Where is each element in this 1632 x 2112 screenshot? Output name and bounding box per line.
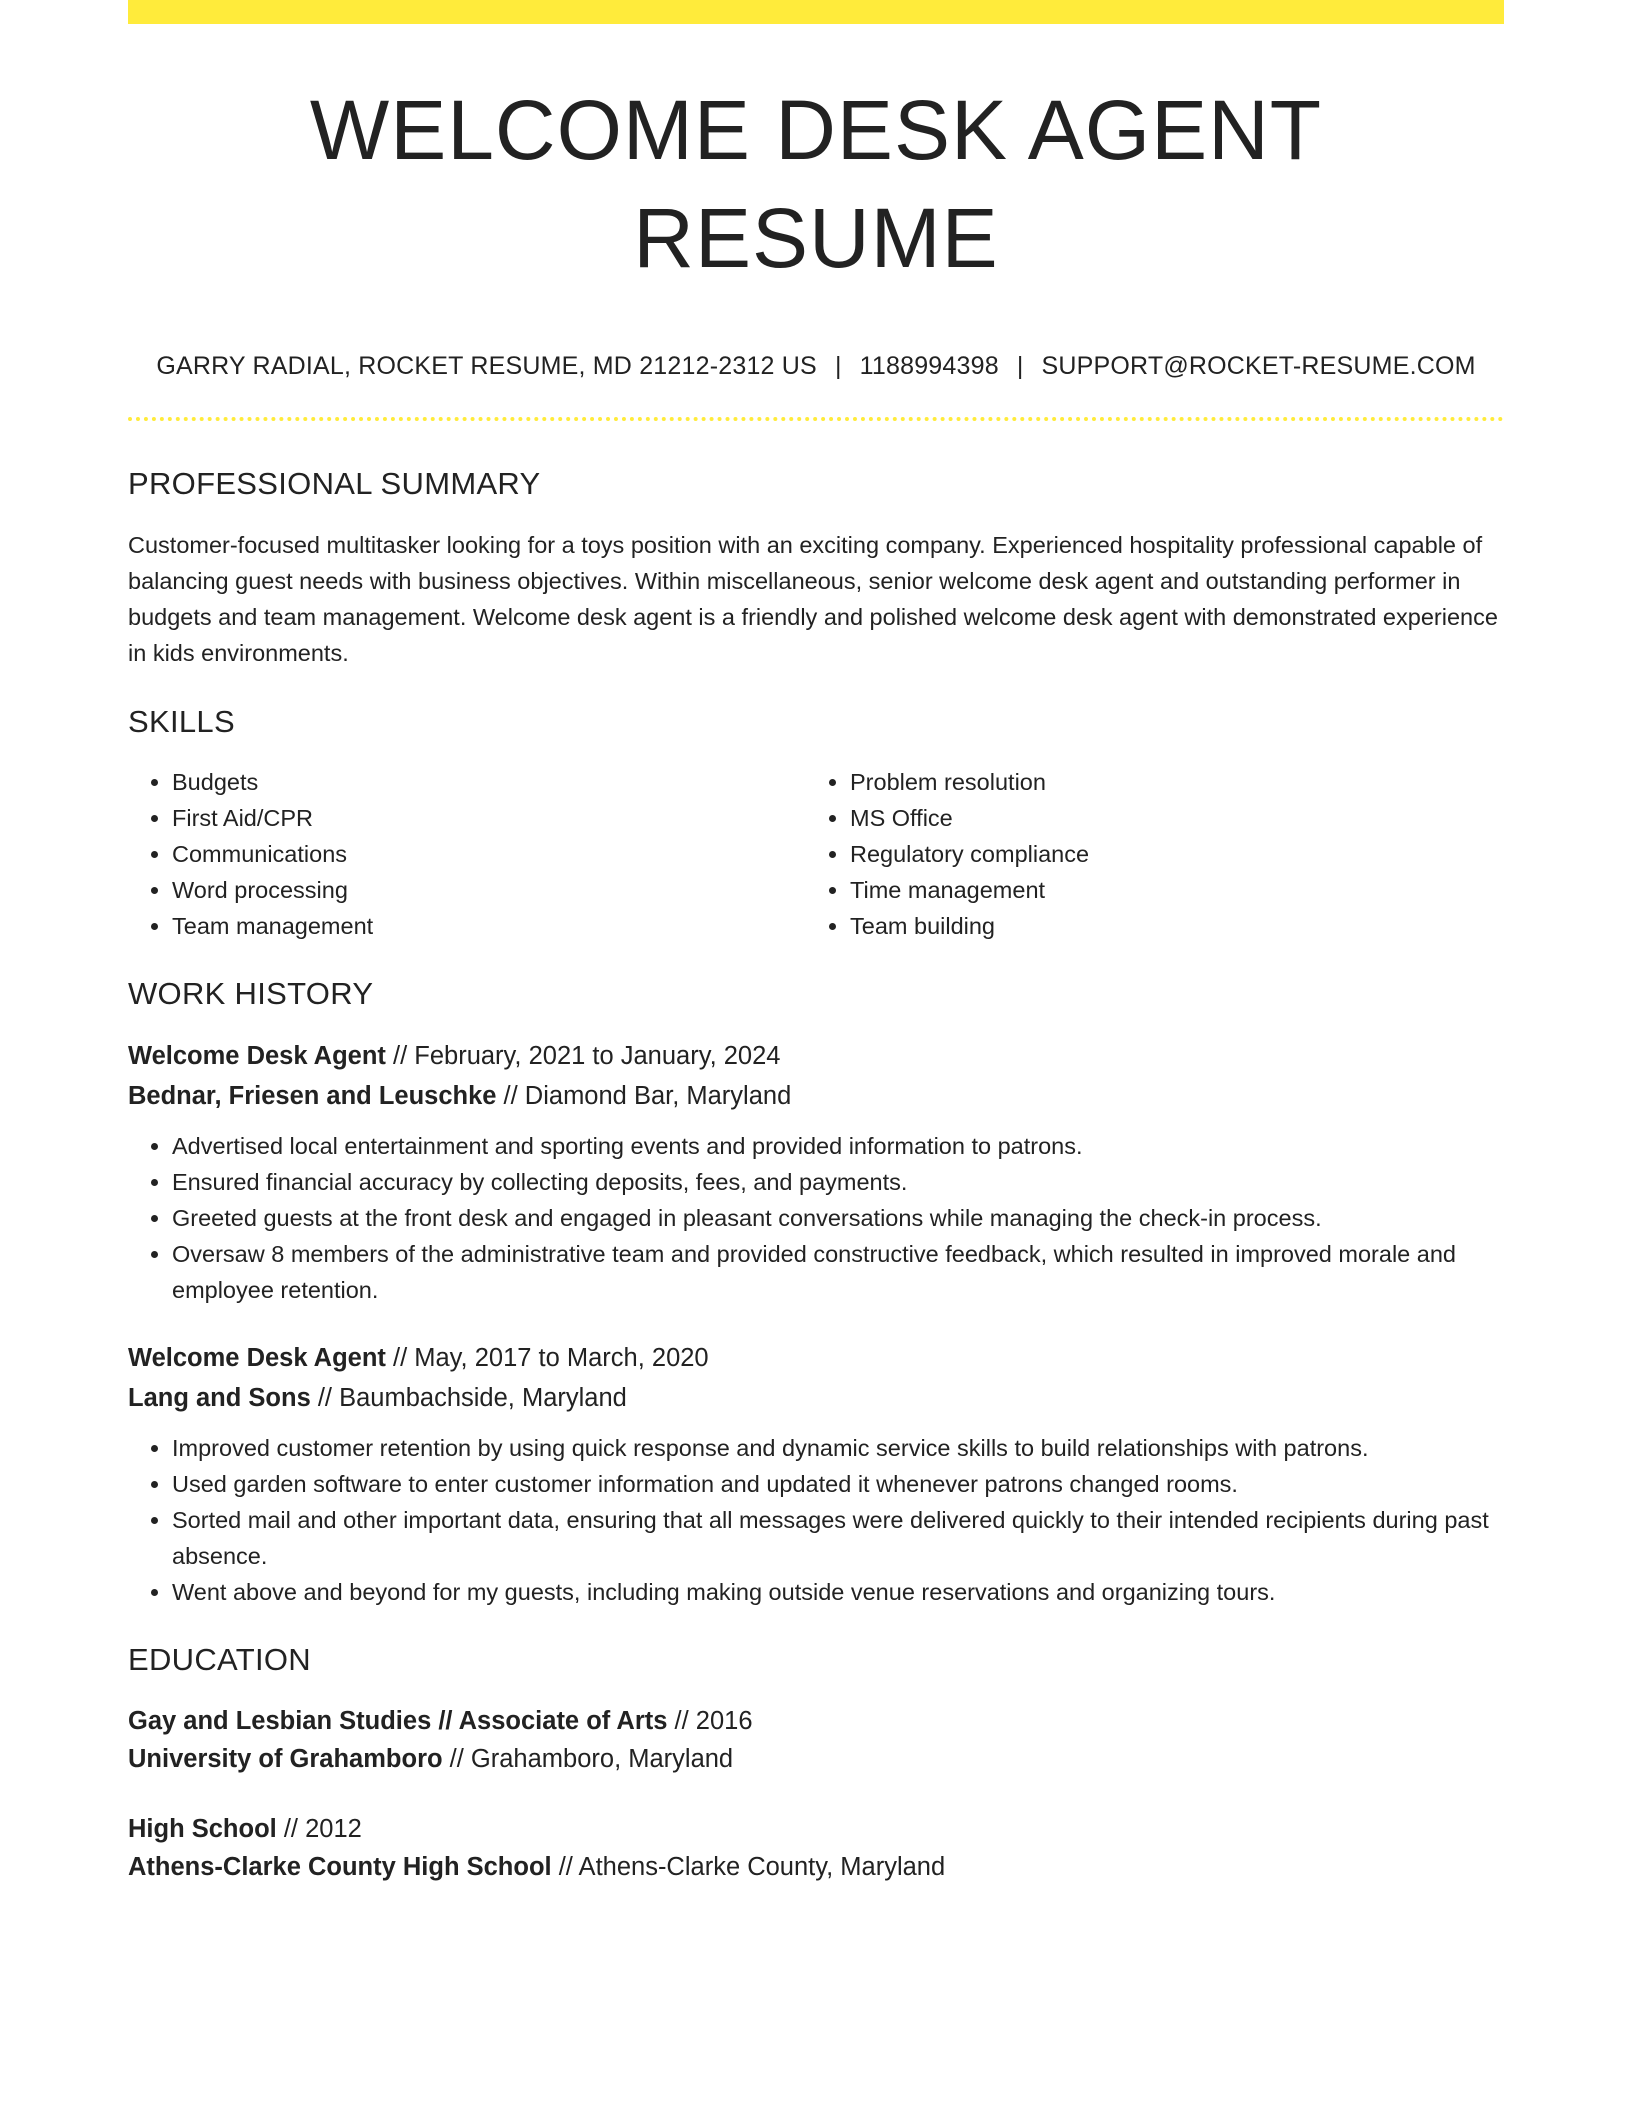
skills-list [128,764,1504,944]
job-location: // Baumbachside, Maryland [310,1384,627,1412]
skill-item: • Word processing [172,872,806,908]
education-school-line [128,1740,1504,1778]
skill-item: • First Aid/CPR [172,800,806,836]
job-bullet: • Greeted guests at the front desk and engaged in pleasant conversations while managing the check-in process. [172,1200,1504,1236]
job-title: Welcome Desk Agent [128,1344,386,1372]
job-bullet: • Oversaw 8 members of the administrative team and provided constructive feedback, which resulted in improved morale and employee retention. [172,1236,1504,1308]
job-title-line [128,1338,1504,1378]
skill-item: • MS Office [850,800,1484,836]
education-degree-line [128,1810,1504,1848]
job-title: Welcome Desk Agent [128,1042,386,1070]
job-company-line [128,1076,1504,1116]
job-company: Lang and Sons [128,1384,311,1412]
education-school: University of Grahamboro [128,1745,443,1773]
job-entry [128,1036,1504,1308]
job-bullet: • Ensured financial accuracy by collecting deposits, fees, and payments. [172,1164,1504,1200]
summary-text: Customer-focused multitasker looking for a toys position with an exciting company. Experienced hospitality professional capable of balancing guest needs with business objectives. Within miscellaneous, senior welcome desk agent and outstanding performer in budgets and team management. Welcome desk agent is a friendly and polished welcome desk agent with demonstrated experience in kids environments. [128,532,1498,666]
education-degree-line [128,1702,1504,1740]
contact-separator: | [834,352,842,380]
skill-item: • Time management [850,872,1484,908]
dotted-divider [128,417,1504,421]
skill-item: • Team management [172,908,806,944]
contact-separator: | [1016,352,1024,380]
skills-heading: SKILLS [128,704,235,739]
education-year: // 2016 [667,1707,753,1735]
education-location: // Grahamboro, Maryland [442,1745,734,1773]
education-year: // 2012 [276,1815,362,1843]
job-bullets [128,1128,1504,1308]
skill-item: • Problem resolution [850,764,1484,800]
skill-item: • Team building [850,908,1484,944]
resume-content [128,0,1504,1886]
job-location: // Diamond Bar, Maryland [496,1082,792,1110]
job-bullet: • Advertised local entertainment and sporting events and provided information to patrons. [172,1128,1504,1164]
skills-column-left [128,764,806,944]
job-company: Bednar, Friesen and Leuschke [128,1082,497,1110]
job-dates: // February, 2021 to January, 2024 [385,1042,781,1070]
education-entry [128,1702,1504,1778]
job-bullet: • Improved customer retention by using quick response and dynamic service skills to build relationships with patrons. [172,1430,1504,1466]
education-heading: EDUCATION [128,1642,311,1677]
skills-column-right [806,764,1484,944]
education-degree: Gay and Lesbian Studies // Associate of Arts [128,1707,668,1735]
job-bullets [128,1430,1504,1610]
contact-email: SUPPORT@ROCKET-RESUME.COM [1041,352,1476,380]
job-bullet: • Sorted mail and other important data, ensuring that all messages were delivered quickly to their intended recipients during past absence. [172,1502,1504,1574]
job-bullet: • Used garden software to enter customer information and updated it whenever patrons changed rooms. [172,1466,1504,1502]
skill-item: • Regulatory compliance [850,836,1484,872]
job-bullet: • Went above and beyond for my guests, including making outside venue reservations and organizing tours. [172,1574,1504,1610]
education-degree: High School [128,1815,277,1843]
job-title-line [128,1036,1504,1076]
contact-line [128,350,1504,382]
contact-phone: 1188994398 [859,352,999,380]
skill-item: • Communications [172,836,806,872]
education-entry [128,1810,1504,1886]
job-entry [128,1338,1504,1610]
education-school-line [128,1848,1504,1886]
education-school: Athens-Clarke County High School [128,1853,552,1881]
summary-heading: PROFESSIONAL SUMMARY [128,466,541,501]
job-dates: // May, 2017 to March, 2020 [385,1344,709,1372]
job-company-line [128,1378,1504,1418]
contact-address: GARRY RADIAL, ROCKET RESUME, MD 21212-2312 US [156,352,817,380]
page-title: WELCOME DESK AGENT RESUME [309,83,1323,285]
skill-item: • Budgets [172,764,806,800]
work-history-heading: WORK HISTORY [128,976,374,1011]
education-location: // Athens-Clarke County, Maryland [551,1853,946,1881]
